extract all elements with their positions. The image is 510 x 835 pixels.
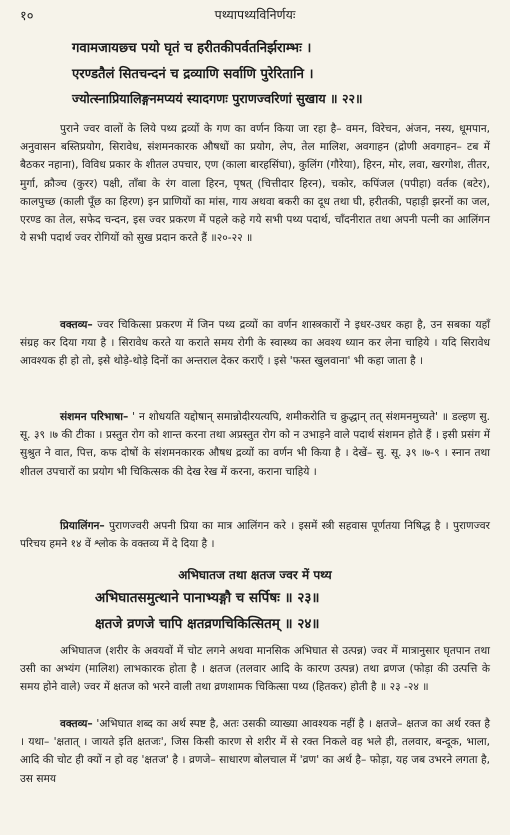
page-header — [0, 6, 510, 26]
running-title: पथ्यापथ्यविनिर्णयः — [214, 7, 296, 22]
verse-line-1: गवामजायछ्च पयो घृतं च हरीतकीपर्वतनिर्झराम्भः । — [72, 41, 312, 56]
paragraph-abhighataj — [20, 642, 490, 697]
verse-line-3: ज्योत्स्नाप्रियालिङ्गनमप्ययं स्यादगणः पुराणज्वरिणां सुखाय ॥ २२॥ — [72, 91, 363, 106]
priyalingan-text: पुराणज्वरी अपनी प्रिया का मात्र आलिंगन करे । इसमें स्त्री सहवास पूर्णतया निषिद्ध है । पुराणज्वर परिचय हमने १४ वें श्लोक के वक्तव्य में दे दिया है । — [20, 520, 490, 551]
paragraph-pathya-list — [20, 120, 490, 247]
verse2-line-2: क्षतजे व्रणजे चापि क्षतव्रणचिकित्सितम् ॥ २४॥ — [95, 616, 320, 632]
sanshaman-label: संशमन परिभाषा– — [60, 411, 129, 423]
paragraph-vaktavya-1 — [20, 316, 490, 371]
paragraph-pathya-text: पुराने ज्वर वालों के लिये पथ्य द्रव्यों के गण का वर्णन किया जा रहा है– वमन, विरेचन, अंजन, नस्य, धूमपान, अनुवासन बस्तिप्रयोग, सिरावेध, संशमनकारक औषधों का प्रयोग, लेप, तेल मालिश, अवगाहन (द्रोणी अवगाहन– टब में बैठकर नहाना), विविध प्रकार के शीतल उपचार, एण (काला बारहसिंघा), कुलिंग (गौरेया), हिरन, मोर, लवा, खरगोश, तीतर, मुर्गा, क्रौञ्च (कुरर) पक्षी, ताँबा के रंग वाला हिरन, पृषत् (चित्तीदार हिरन), चकोर, कपिंजल (पपीहा) वर्तक (बटेर), कालपुच्छ (काली पूँछ का हिरण) इन प्राणियों का मांस, गाय अथवा बकरी का दूध तथा घी, हरीतकी, पहाड़ी झरनों का जल, एरण्ड का तेल, सफेद चन्दन, इस ज्वर प्रकरण में पहले कहे गये सभी पथ्य पदार्थ, चाँदनीरात तथा अपनी पत्नी का आलिंगन ये सभी पदार्थ ज्वर रोगियों को सुख प्रदान करते हैं ॥२०-२२ ॥ — [20, 123, 490, 245]
section-heading: अभिघातज तथा क्षतज ज्वर में पथ्य — [178, 568, 332, 582]
vaktavya2-text: 'अभिघात शब्द का अर्थ स्पष्ट है, अतः उसकी व्याख्या आवश्यक नहीं है । क्षतजे– क्षतज का अर्थ रक्त है । यथा– 'क्षतात् । जायते इति क्षतजः', जिस किसी कारण से शरीर में से रक्त निकले वह भले ही, तलवार, बन्दूक, भाला, आदि की चोट ही क्यों न हो वह 'क्षतज' है । व्रणजे– साधारण बोलचाल में 'व्रण' का अर्थ है– फोड़ा, यह जब उभरने लगता है, उस समय — [20, 718, 490, 785]
vaktavya2-label: वक्तव्य– — [60, 718, 93, 730]
priyalingan-label: प्रियालिंगन– — [60, 520, 105, 532]
paragraph-vaktavya-2 — [20, 715, 490, 788]
vaktavya-text: ज्वर चिकित्सा प्रकरण में जिन पथ्य द्रव्यों का वर्णन शास्त्रकारों ने इधर-उधर कहा है, उन सबका यहाँ संग्रह कर दिया गया है । सिरावेध करते या कराते समय रोगी के स्वास्थ्य का अवश्य ध्यान कर लेना चाहिये । यदि सिरावेध आवश्यक ही हो तो, इसे थोड़े-थोड़े दिनों का अन्तराल देकर कराएँ । इसे 'फस्त खुलवाना' भी कहा जाता है । — [20, 319, 490, 368]
page-number: १० — [20, 9, 34, 24]
verse2-line-1: अभिघातसमुत्थाने पानाभ्यङ्गौ च सर्पिषः ॥ २३॥ — [95, 590, 320, 606]
verse-line-2: एरण्डतैलं सितचन्दनं च द्रव्याणि सर्वाणि पुरेरितानि । — [72, 67, 314, 82]
sanshaman-text: ' न शोधयति यद्दोषान् समान्नोदीरयत्यपि, शमीकरोति च क्रुद्धान् तत् संशमनमुच्यते' ॥ डल्हण सु. सू. ३९ ।७ की टीका । प्रस्तुत रोग को शान्त करना तथा अप्रस्तुत रोग को न उभाड़ने वाले पदार्थ संशमन होते हैं । इसी प्रसंग में सुश्रुत ने वात, पित्त, कफ दोषों के संशमनकारक औषध द्रव्यों का वर्णन भी किया है । देखें– सु. सू. ३९ ।७-९ । स्नान तथा शीतल उपचारों का प्रयोग भी चिकित्सक की देख रेख में करना, कराना चाहिये । — [20, 411, 490, 478]
abhighataj-text: अभिघातज (शरीर के अवयवों में चोट लगने अथवा मानसिक अभिघात से उत्पन्न) ज्वर में मात्रानुसार घृतपान तथा उसी का अभ्यंग (मालिश) लाभकारक होता है । क्षतज (तलवार आदि के कारण उत्पन्न) तथा व्रणज (फोड़ा की उत्पत्ति के समय होने वाले) ज्वर में क्षतज को भरने वाली तथा व्रणशामक चिकित्सा पथ्य (हितकर) होती है ॥ २३ -२४ ॥ — [20, 645, 490, 694]
paragraph-priyalingan — [20, 517, 490, 553]
paragraph-sanshaman — [20, 408, 490, 481]
vaktavya-label: वक्तव्य– — [60, 319, 93, 331]
